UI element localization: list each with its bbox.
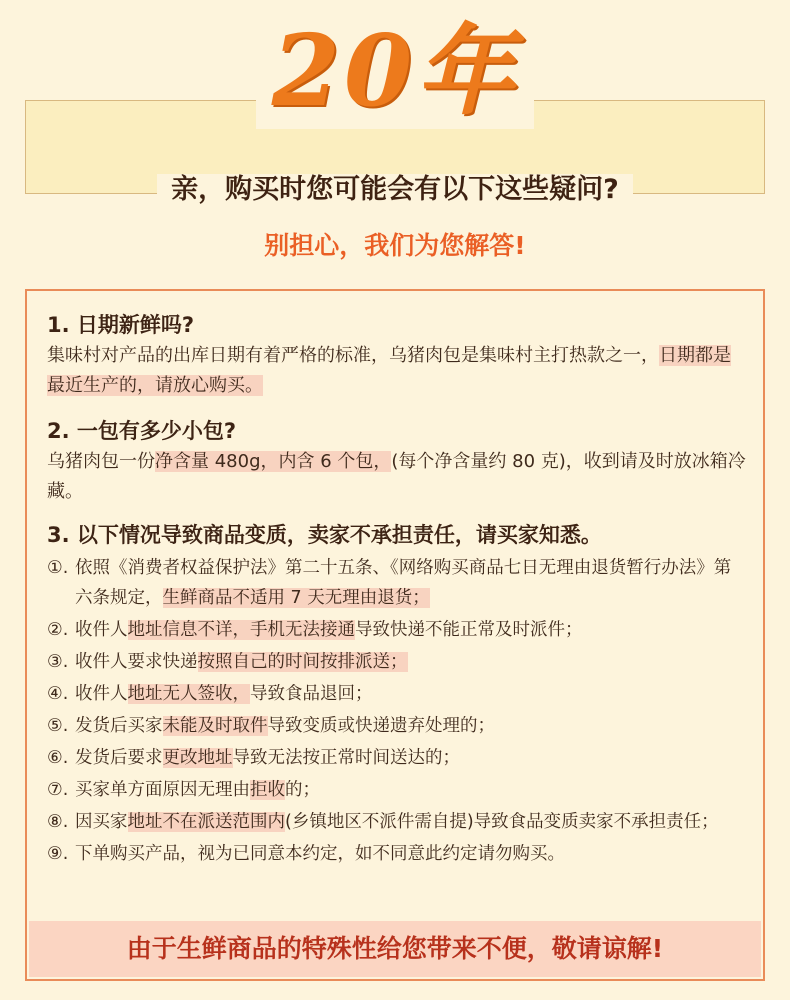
hero-answer: 别担心，我们为您解答! [264,231,526,260]
hero-question [0,170,790,210]
list-item [47,807,747,837]
list-item-number: ⑤. [47,716,69,736]
list-item-highlight: 生鲜商品不适用 7 天无理由退货； [162,588,430,608]
list-item [47,615,747,645]
list-item-lead: 发货后要求 [75,748,163,768]
list-item-text [75,839,747,869]
liability-list [47,553,747,869]
list-item-text [75,679,747,709]
freshness-lead: 集味村对产品的出库日期有着严格的标准，乌猪肉包是集味村主打热款之一， [47,345,659,366]
list-item-lead: 下单购买产品，视为已同意本约定，如不同意此约定请勿购买。 [75,844,565,864]
list-item-number: ④. [47,684,69,704]
list-item-text [75,615,747,645]
hero-header [0,0,790,260]
list-item-lead: 收件人 [75,684,128,704]
list-item-text [75,807,747,837]
list-item [47,839,747,869]
list-item-highlight: 按照自己的时间按排派送； [197,652,408,672]
list-item-number: ①. [47,558,69,578]
section-title-liability: 3. 以下情况导致商品变质，卖家不承担责任，请买家知悉。 [47,523,602,547]
list-item-tail: (乡镇地区不派件需自提)导致食品变质卖家不承担责任； [285,812,719,832]
list-item-highlight: 地址无人签收， [127,684,250,704]
list-item-highlight: 未能及时取件 [162,716,268,736]
list-item-lead: 依照《消费者权益保护法》第二十五条、《网络购买商品七日无理由退货暂行办法》第六条规定， [75,558,732,608]
list-item-number: ⑥. [47,748,69,768]
list-item-tail: 导致无法按正常时间送达的； [232,748,460,768]
list-item-number: ②. [47,620,69,640]
list-item-text [75,553,747,613]
list-item [47,553,747,613]
list-item-tail: 导致变质或快递遗弃处理的； [267,716,495,736]
faq-content [47,309,747,869]
list-item-highlight: 地址不在派送范围内 [127,812,285,832]
list-item-lead: 收件人要求快递 [75,652,198,672]
list-item-highlight: 更改地址 [162,748,233,768]
list-item-tail: 的； [285,780,320,800]
list-item [47,743,747,773]
list-item-text [75,711,747,741]
list-item-text [75,775,747,805]
list-item-lead: 发货后买家 [75,716,163,736]
list-item [47,775,747,805]
list-item-tail: 导致快递不能正常及时派件； [355,620,583,640]
list-item [47,647,747,677]
list-item-number: ③. [47,652,69,672]
footer-notice: 由于生鲜商品的特殊性给您带来不便，敬请谅解! [29,921,761,977]
hero-badge-text: 20年 [256,14,534,129]
list-item-number: ⑧. [47,812,69,832]
list-item-lead: 买家单方面原因无理由 [75,780,250,800]
list-item-tail: 导致食品退回； [250,684,373,704]
hero-question-text: 亲，购买时您可能会有以下这些疑问? [157,174,633,205]
faq-panel [25,289,765,981]
hero-badge [0,14,790,129]
section-body-freshness [47,341,747,401]
list-item-lead: 因买家 [75,812,128,832]
list-item-number: ⑨. [47,844,69,864]
section-title-freshness: 1. 日期新鲜吗? [47,313,195,337]
list-item [47,711,747,741]
freshness-highlight: 日期都是最近生产的，请放心购买。 [47,345,731,396]
section-body-quantity [47,447,747,507]
quantity-highlight: 净含量 480g，内含 6 个包， [155,451,392,472]
list-item [47,679,747,709]
quantity-tail: (每个净含量约 80 克)，收到请及时放冰箱冷藏。 [47,451,746,502]
quantity-lead: 乌猪肉包一份 [47,451,155,472]
list-item-highlight: 地址信息不详，手机无法接通 [127,620,355,640]
list-item-highlight: 拒收 [250,780,285,800]
section-title-quantity: 2. 一包有多少小包? [47,419,237,443]
list-item-text [75,647,747,677]
list-item-text [75,743,747,773]
list-item-lead: 收件人 [75,620,128,640]
list-item-number: ⑦. [47,780,69,800]
